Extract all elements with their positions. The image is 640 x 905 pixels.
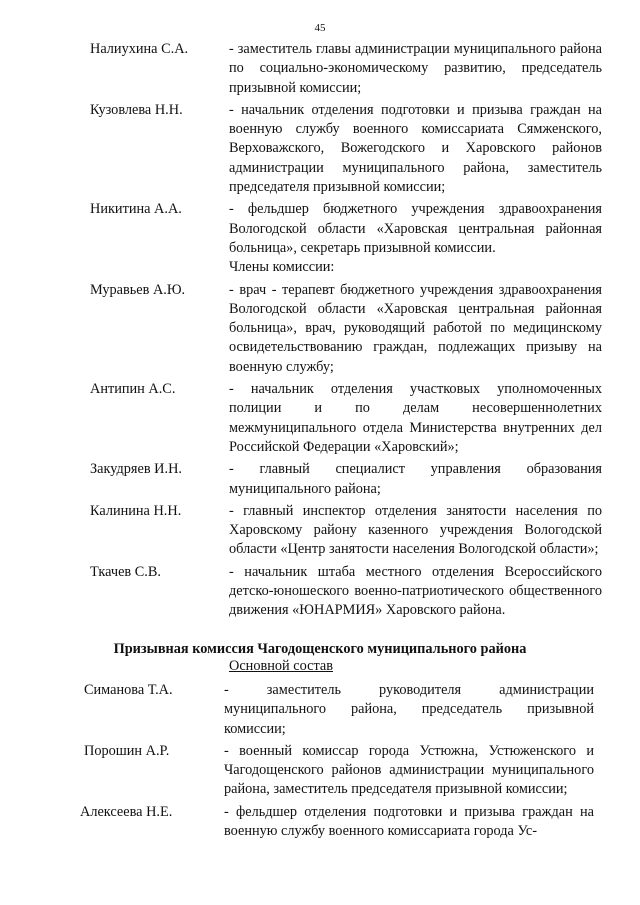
member-entry (0, 380, 640, 457)
member-entry (0, 803, 640, 842)
member-role: - начальник штаба местного отделения Всероссийского детско-юношеского военно-патриотического общественного движения «ЮНАРМИЯ» Харовского района. (229, 563, 602, 619)
member-entry (0, 200, 640, 258)
member-role: - начальник отделения подготовки и призыва граждан на военную службу военного комиссариата Сямженского, Верховажского, Вожегодского и Харовского районов администрации муниципального района, заместитель председателя призывной комиссии; (229, 101, 602, 196)
member-name: Никитина А.А. (90, 201, 182, 218)
member-entry (0, 281, 640, 377)
members-label: Члены комиссии: (229, 259, 335, 276)
member-role: - фельдшер бюджетного учреждения здравоохранения Вологодской области «Харовская центральная районная больница», секретарь призывной комиссии. (229, 201, 602, 256)
member-role: - заместитель главы администрации муниципального района по социально-экономическому развитию, председатель призывной комиссии; (229, 41, 602, 96)
member-entry (0, 101, 640, 197)
member-name: Кузовлева Н.Н. (90, 101, 183, 118)
section2-member-list (0, 681, 640, 841)
commission-member-list (0, 40, 640, 621)
member-role: - военный комиссар города Устюжна, Устюженского и Чагодощенского районов администрации муниципального района, заместитель председателя призывной комиссии; (224, 742, 594, 798)
member-entry (0, 742, 640, 800)
member-name: Алексеева Н.Е. (80, 803, 173, 820)
member-role: - начальник отделения участковых уполномоченных полиции и по делам несовершеннолетних межмуниципального отдела Министерства внутренних дел Российской Федерации «Харовский»; (229, 381, 602, 455)
member-name: Симанова Т.А. (84, 682, 173, 698)
member-entry (0, 460, 640, 499)
member-name: Антипин А.С. (90, 381, 176, 398)
member-entry (0, 40, 640, 98)
member-name: Муравьев А.Ю. (90, 281, 186, 298)
member-name: Калинина Н.Н. (90, 502, 182, 519)
page-number: 45 (314, 22, 326, 34)
member-role: - фельдшер отделения подготовки и призыва граждан на военную службу военного комиссариата города Ус- (224, 803, 594, 840)
member-entry (0, 502, 640, 560)
member-name: Закудряев И.Н. (90, 461, 182, 478)
composition-label: Основной состав (229, 658, 333, 674)
section-title: Призывная комиссия Чагодощенского муниципального района (113, 641, 527, 657)
member-role: - врач - терапевт бюджетного учреждения здравоохранения Вологодской области «Харовская центральная районная больница», врач, руководящий работой по медицинскому освидетельствованию граждан, подлежащих призыву на военную службу; (229, 281, 602, 375)
member-entry (0, 563, 640, 621)
member-entry (0, 681, 640, 739)
member-role: - главный инспектор отделения занятости населения по Харовскому району казенного учреждения Вологодской области «Центр занятости населения Вологодской области»; (229, 502, 602, 558)
member-role: - главный специалист управления образования муниципального района; (229, 461, 602, 497)
member-role: - заместитель руководителя администрации муниципального района, председатель призывной комиссии; (224, 682, 594, 737)
member-name: Ткачев С.В. (90, 563, 161, 580)
member-name: Порошин А.Р. (84, 742, 170, 759)
member-name: Налиухина С.А. (90, 41, 189, 57)
